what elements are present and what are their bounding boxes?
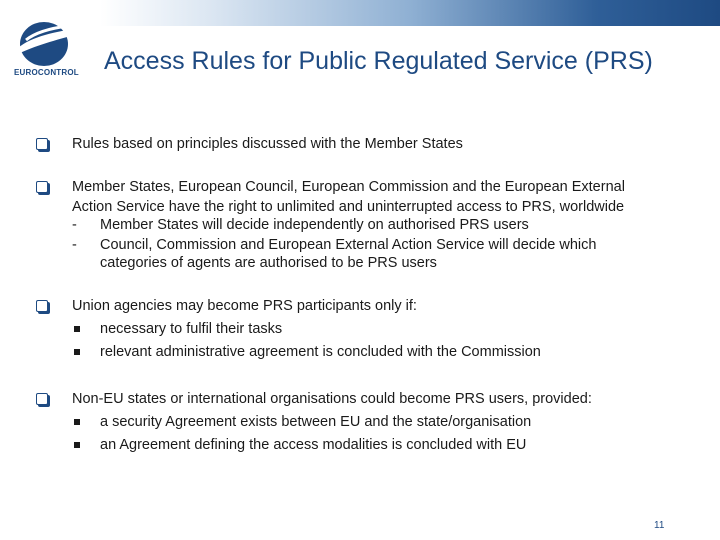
- checkbox-bullet-icon: [36, 138, 48, 150]
- page-number: 11: [654, 520, 665, 531]
- square-bullet-icon: [74, 419, 80, 425]
- slide-title: Access Rules for Public Regulated Service (PRS): [104, 47, 653, 75]
- sub-item-text: an Agreement defining the access modalities is concluded with EU: [100, 437, 527, 453]
- sub-item-text: a security Agreement exists between EU and the state/organisation: [100, 414, 532, 430]
- checkbox-bullet-icon: [36, 181, 48, 193]
- header-band: [100, 0, 720, 26]
- sub-item-text: necessary to fulfil their tasks: [100, 321, 283, 337]
- sub-item-text: Council, Commission and European External Action Service will decide which: [100, 237, 597, 253]
- logo-wordmark: EUROCONTROL: [14, 68, 79, 77]
- dash-marker: -: [72, 217, 77, 233]
- bullet-text: Rules based on principles discussed with the Member States: [72, 136, 463, 152]
- sub-item-text: categories of agents are authorised to be PRS users: [100, 255, 437, 271]
- bullet-text: Non-EU states or international organisations could become PRS users, provided:: [72, 391, 592, 407]
- bullet-text: [72, 177, 625, 217]
- square-bullet-icon: [74, 442, 80, 448]
- sub-item-text: Member States will decide independently on authorised PRS users: [100, 217, 529, 233]
- square-bullet-icon: [74, 349, 80, 355]
- square-bullet-icon: [74, 326, 80, 332]
- bullet-text-line: Member States, European Council, European Commission and the European External: [72, 179, 625, 195]
- checkbox-bullet-icon: [36, 300, 48, 312]
- bullet-text-line: Action Service have the right to unlimited and uninterrupted access to PRS, worldwide: [72, 199, 625, 215]
- sub-item-text: relevant administrative agreement is concluded with the Commission: [100, 344, 541, 360]
- bullet-text: Union agencies may become PRS participants only if:: [72, 298, 417, 314]
- checkbox-bullet-icon: [36, 393, 48, 405]
- dash-marker: -: [72, 237, 77, 253]
